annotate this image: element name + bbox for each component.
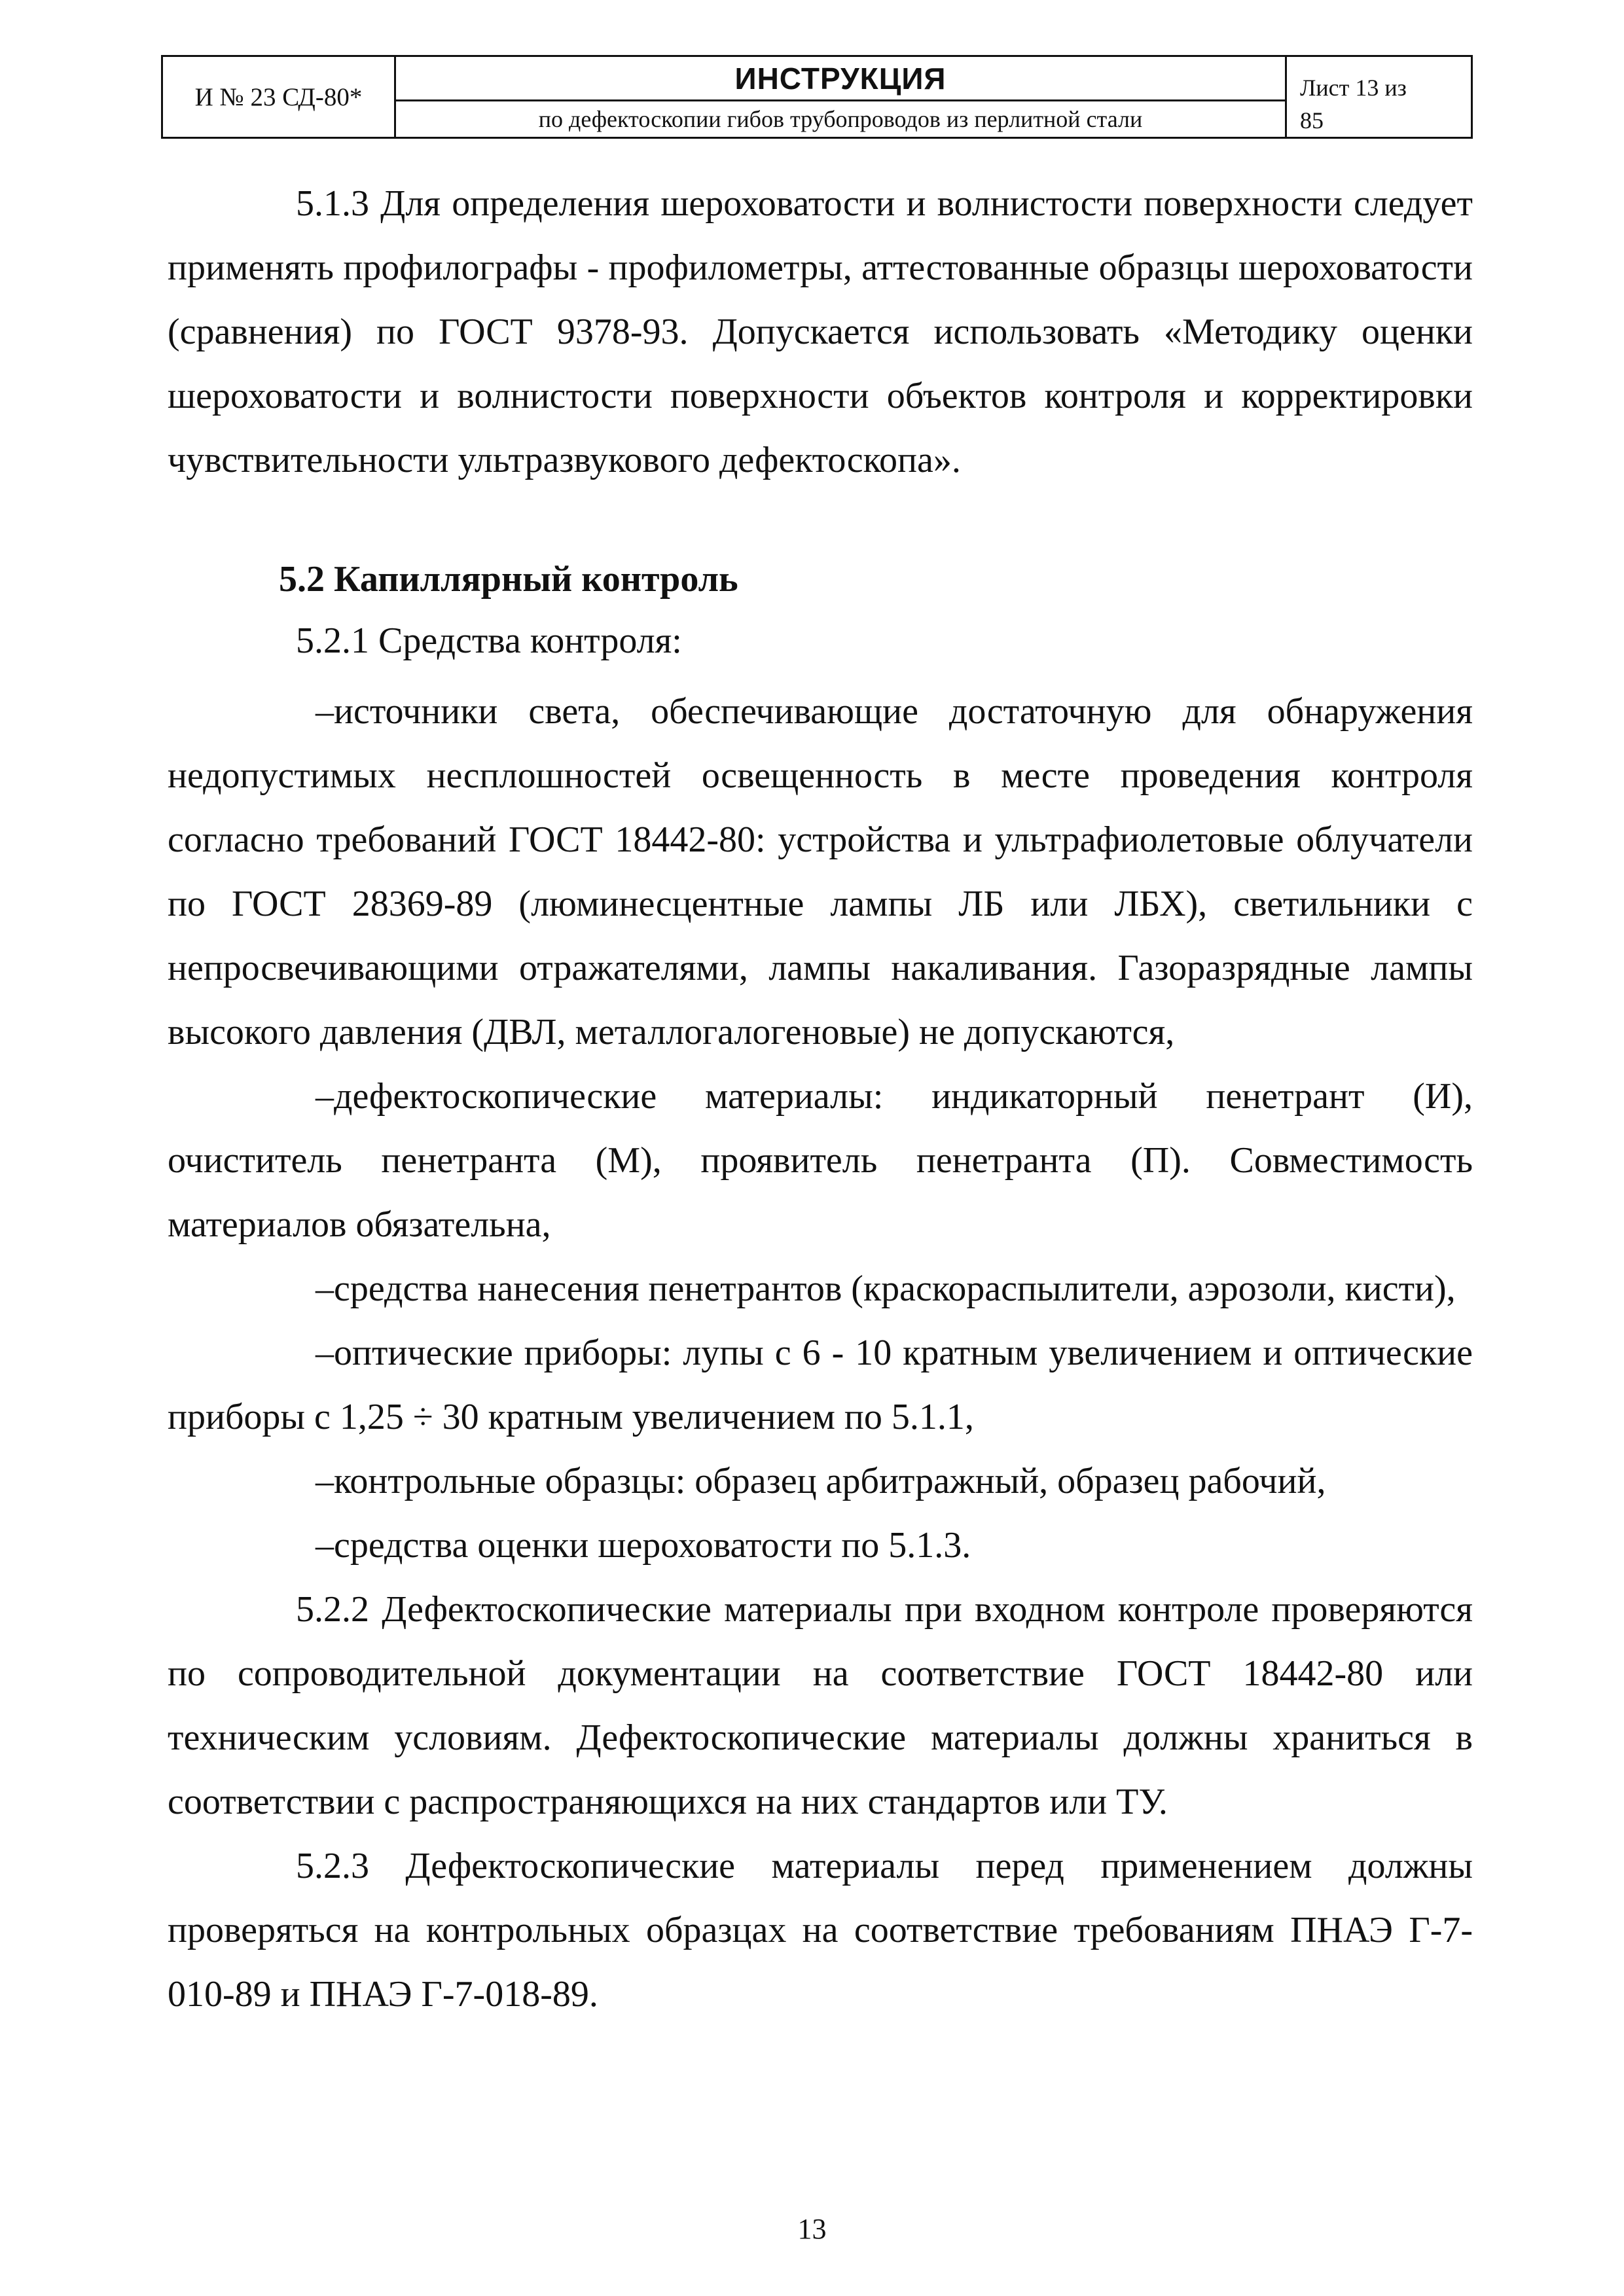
sheet-info (1285, 57, 1471, 137)
list-item: –оптические приборы: лупы с 6 - 10 кратным увеличением и оптические приборы с 1,25 ÷ 30 кратным увеличением по 5.1.1, (168, 1333, 1473, 1437)
list-item: –средства оценки шероховатости по 5.1.3. (316, 1525, 971, 1566)
paragraph-5-2-2: 5.2.2 Дефектоскопические материалы при входном контроле проверяются по сопроводительной документации на соответствие ГОСТ 18442-80 или техническим условиям. Дефектоскопические материалы должны храниться в соответствии с распространяющихся на них стандартов или ТУ. (168, 1589, 1473, 1822)
document-body (168, 171, 1473, 2026)
list-item: –дефектоскопические материалы: индикаторный пенетрант (И), очиститель пенетранта (М), проявитель пенетранта (П). Совместимость материалов обязательна, (168, 1076, 1473, 1245)
paragraph-5-1-3: 5.1.3 Для определения шероховатости и волнистости поверхности следует применять профилографы - профилометры, аттестованные образцы шероховатости (сравнения) по ГОСТ 9378-93. Допускается использовать «Методику оценки шероховатости и волнистости поверхности объектов контроля и корректировки чувствительности ультразвукового дефектоскопа». (168, 183, 1473, 480)
section-heading-5-2: 5.2 Капиллярный контроль (279, 559, 738, 600)
sheet-total: 85 (1300, 107, 1324, 134)
header-title-block (396, 57, 1285, 137)
list-item: –источники света, обеспечивающие достаточную для обнаружения недопустимых несплошностей освещенность в месте проведения контроля согласно требований ГОСТ 18442-80: устройства и ультрафиолетовые облучатели по ГОСТ 28369-89 (люминесцентные лампы ЛБ или ЛБХ), светильники с непросвечивающими отражателями, лампы накаливания. Газоразрядные лампы высокого давления (ДВЛ, металлогалогеновые) не допускаются, (168, 691, 1473, 1052)
document-header (161, 55, 1473, 139)
page-number: 13 (797, 2213, 827, 2245)
paragraph-5-2-1: 5.2.1 Средства контроля: (296, 620, 682, 661)
doc-title: ИНСТРУКЦИЯ (396, 57, 1285, 101)
list-item: –средства нанесения пенетрантов (краскораспылители, аэрозоли, кисти), (316, 1268, 1456, 1309)
paragraph-5-2-3: 5.2.3 Дефектоскопические материалы перед применением должны проверяться на контрольных образцах на соответствие требованиям ПНАЭ Г-7-010-89 и ПНАЭ Г-7-018-89. (168, 1846, 1473, 2015)
doc-subtitle: по дефектоскопии гибов трубопроводов из перлитной стали (538, 106, 1143, 132)
doc-number: И № 23 СД-80* (163, 57, 396, 137)
sheet-label: Лист 13 из (1300, 75, 1407, 101)
list-item: –контрольные образцы: образец арбитражный, образец рабочий, (316, 1461, 1326, 1501)
